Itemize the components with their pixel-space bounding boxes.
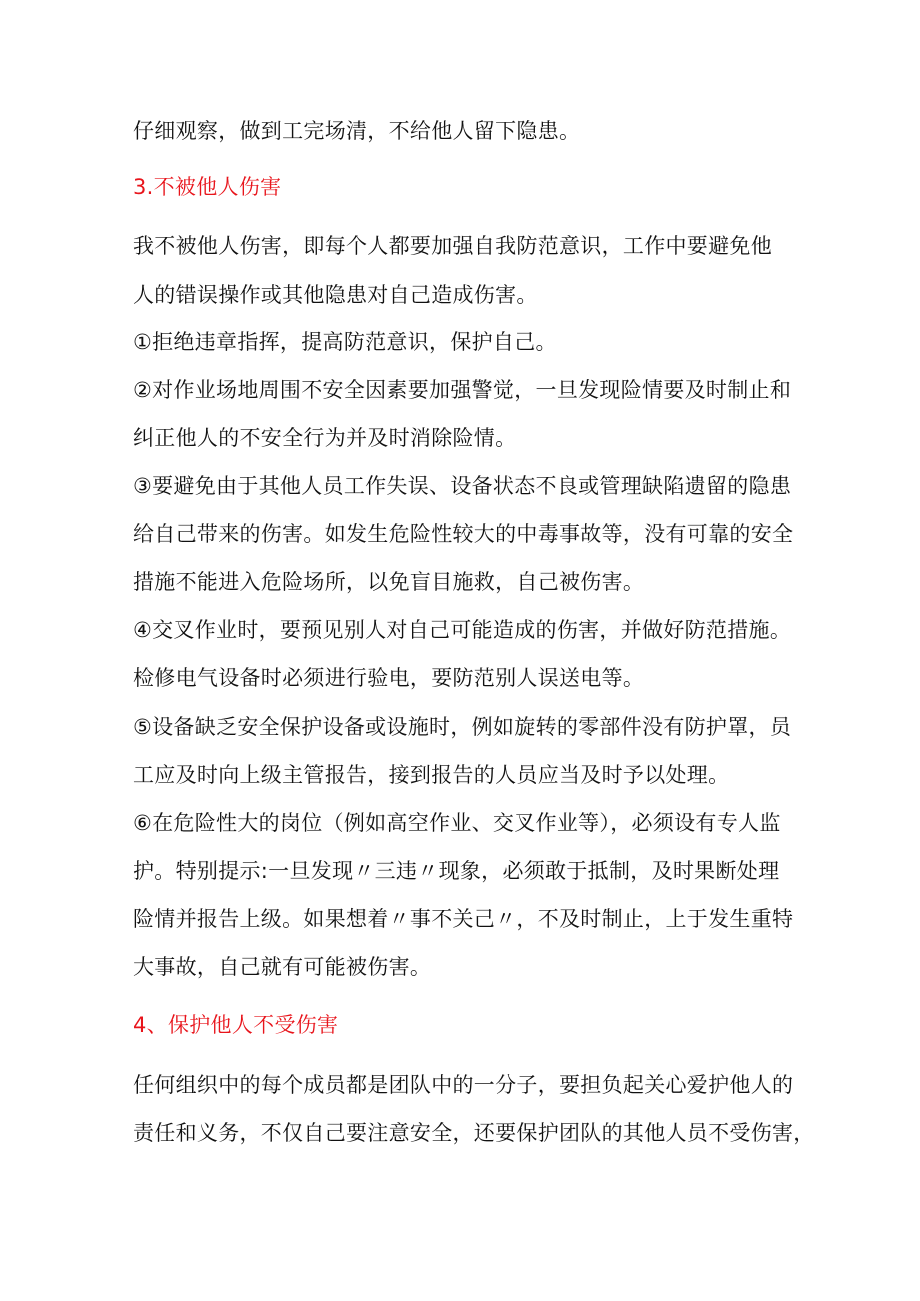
paragraph-line: 险情并报告上级。如果想着〃事不关己〃，不及时制止，上于发生重特 bbox=[133, 907, 794, 931]
paragraph-line: 工应及时向上级主管报告，接到报告的人员应当及时予以处理。 bbox=[133, 763, 730, 787]
list-item: ⑥在危险性大的岗位（例如高空作业、交叉作业等），必须设有专人监 bbox=[133, 811, 781, 835]
section-heading: 4、保护他人不受伤害 bbox=[133, 1013, 339, 1037]
paragraph-line: 我不被他人伤害，即每个人都要加强自我防范意识，工作中要避免他 bbox=[133, 234, 772, 258]
section-heading: 3.不被他人伤害 bbox=[133, 175, 282, 199]
list-item: ②对作业场地周围不安全因素要加强警觉，一旦发现险情要及时制止和 bbox=[133, 378, 792, 402]
list-item: ③要避免由于其他人员工作失误、设备状态不良或管理缺陷遗留的隐患 bbox=[133, 474, 792, 498]
paragraph-line: 给自己带来的伤害。如发生危险性较大的中毒事故等，没有可靠的安全 bbox=[133, 522, 794, 546]
paragraph-line: 人的错误操作或其他隐患对自己造成伤害。 bbox=[133, 283, 538, 307]
paragraph-line: 大事故，自己就有可能被伤害。 bbox=[133, 955, 432, 979]
paragraph-line: 责任和义务，不仅自己要注意安全，还要保护团队的其他人员不受伤害， bbox=[133, 1121, 815, 1145]
list-item: ①拒绝违章指挥，提高防范意识，保护自己。 bbox=[133, 330, 557, 354]
paragraph-line: 护。特别提示:一旦发现〃三违〃现象，必须敢于抵制，及时果断处理 bbox=[133, 859, 780, 883]
paragraph-line: 检修电气设备时必须进行验电，要防范别人误送电等。 bbox=[133, 666, 645, 690]
paragraph-line: 措施不能进入危险场所，以免盲目施救，自己被伤害。 bbox=[133, 570, 645, 594]
list-item: ④交叉作业时，要预见别人对自己可能造成的伤害，并做好防范措施。 bbox=[133, 618, 792, 642]
paragraph-line: 纠正他人的不安全行为并及时消除险情。 bbox=[133, 426, 517, 450]
paragraph-line: 仔细观察，做到工完场清，不给他人留下隐患。 bbox=[133, 119, 581, 143]
paragraph-line: 任何组织中的每个成员都是团队中的一分子，要担负起关心爱护他人的 bbox=[133, 1073, 794, 1097]
list-item: ⑤设备缺乏安全保护设备或设施时，例如旋转的零部件没有防护罩，员 bbox=[133, 715, 792, 739]
